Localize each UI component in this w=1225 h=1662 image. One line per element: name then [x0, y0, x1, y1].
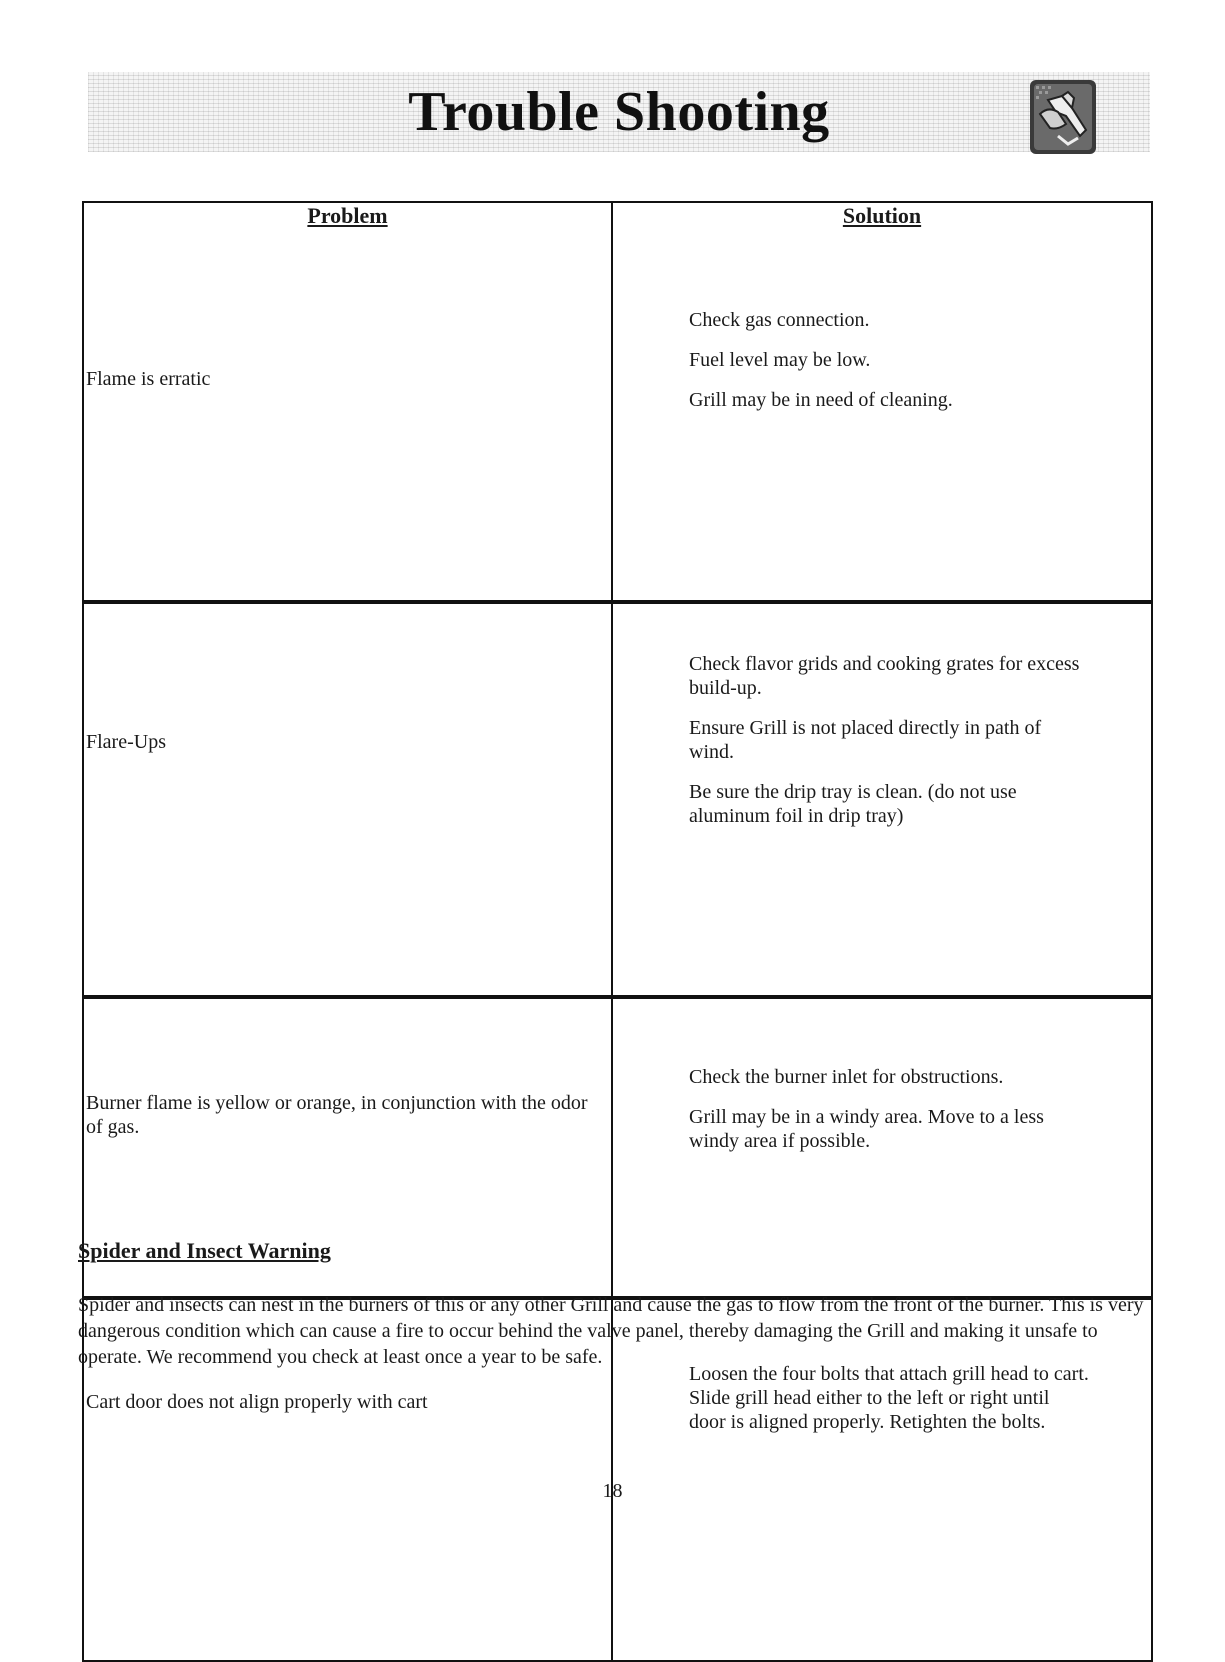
troubleshooting-table	[82, 201, 1153, 1662]
solution-cell	[612, 233, 1152, 602]
solution-item: Check flavor grids and cooking grates for excess build-up.	[689, 653, 1080, 699]
table-row	[83, 602, 1152, 997]
solution-cell	[612, 602, 1152, 997]
problem-header: Problem	[83, 202, 612, 233]
warning-heading: Spider and Insect Warning	[78, 1238, 331, 1263]
solution-item: Fuel level may be low.	[689, 349, 871, 371]
solution-item: Be sure the drip tray is clean. (do not use aluminum foil in drip tray)	[689, 781, 1017, 827]
solution-cell	[612, 997, 1152, 1298]
header-banner	[88, 72, 1150, 152]
solution-item: Grill may be in a windy area. Move to a less windy area if possible.	[689, 1106, 1044, 1152]
solution-header: Solution	[612, 202, 1152, 233]
page-title: Trouble Shooting	[408, 81, 830, 143]
page-number: 18	[602, 1480, 623, 1502]
problem-cell: Flame is erratic	[83, 233, 612, 602]
solution-item: Grill may be in need of cleaning.	[689, 389, 953, 411]
problem-cell: Flare-Ups	[83, 602, 612, 997]
solution-item: Ensure Grill is not placed directly in path of wind.	[689, 717, 1042, 763]
table-header-row	[83, 202, 1152, 233]
solution-item: Check the burner inlet for obstructions.	[689, 1066, 1004, 1088]
warning-body: Spider and insects can nest in the burners of this or any other Grill and cause the gas to flow from the front of the burner. This is very dangerous condition which can cause a fire to occur behind the valve panel, thereby damaging the Grill and making it unsafe to operate. We recommend you check at least once a year to be safe.	[78, 1294, 1144, 1368]
solution-item: Check gas connection.	[689, 309, 870, 331]
table-row	[83, 233, 1152, 602]
solution-item: Loosen the four bolts that attach grill head to cart. Slide grill head either to the left or right until door is aligned properly. Retighten the bolts.	[689, 1363, 1089, 1433]
problem-cell: Cart door does not align properly with cart	[83, 1298, 612, 1661]
problem-cell: Burner flame is yellow or orange, in conjunction with the odor of gas.	[83, 997, 612, 1298]
tool-hand-icon	[1028, 78, 1098, 156]
